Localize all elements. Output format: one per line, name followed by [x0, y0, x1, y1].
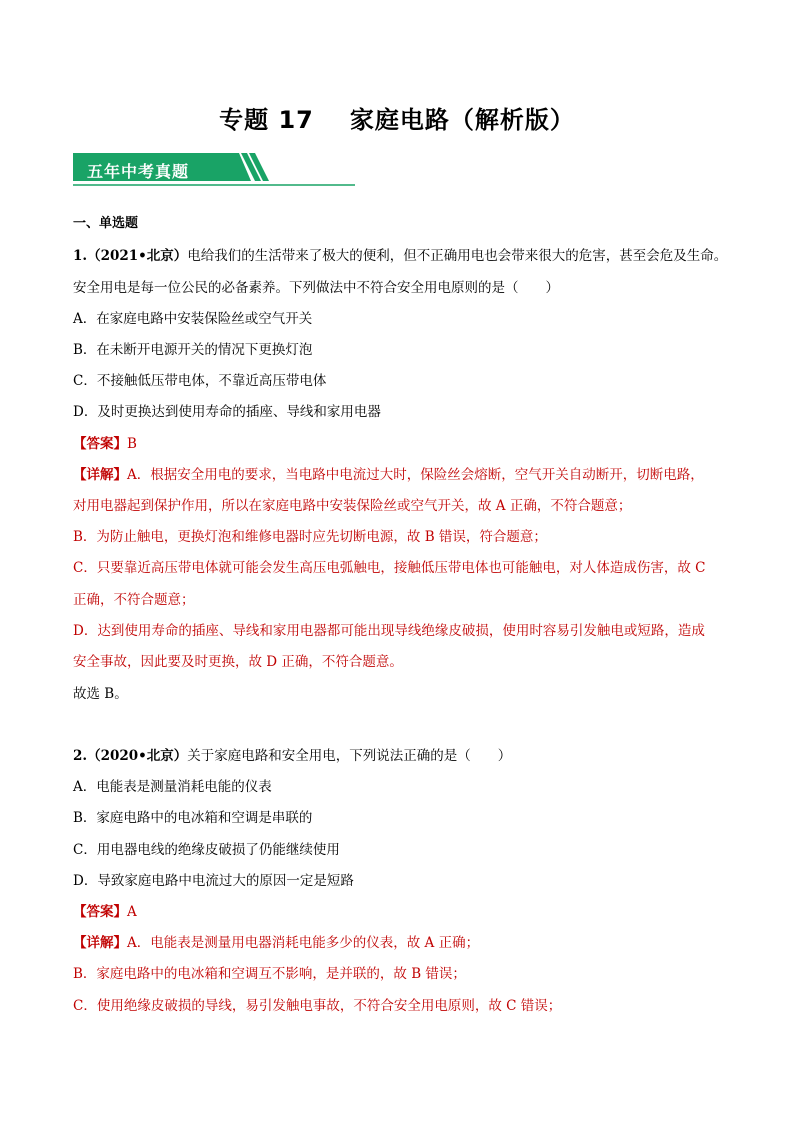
q1-explain-label: 【详解】	[73, 467, 127, 483]
q2-option-a: A．电能表是测量消耗电能的仪表	[73, 779, 272, 795]
page-title	[0, 100, 794, 135]
q2-explain-label: 【详解】	[73, 935, 127, 951]
q2-answer-label: 【答案】	[73, 904, 127, 920]
q1-explain-line3: B．为防止触电，更换灯泡和维修电器时应先切断电源，故 B 错误，符合题意；	[73, 529, 547, 545]
q2-option-d: D．导致家庭电路中电流过大的原因一定是短路	[73, 873, 354, 889]
q1-explain-line7: 安全事故，因此要及时更换，故 D 正确，不符合题意。	[73, 654, 403, 670]
q2-explain-line1: 【详解】A．电能表是测量用电器消耗电能多少的仪表，故 A 正确；	[73, 935, 480, 951]
q1-option-b: B．在未断开电源开关的情况下更换灯泡	[73, 342, 313, 358]
q1-explain-line5: 正确，不符合题意；	[73, 592, 195, 608]
q1-explain-line1: 【详解】A．根据安全用电的要求，当电路中电流过大时，保险丝会熔断，空气开关自动断开，切断电路，	[73, 467, 704, 483]
title-topic-name: 家庭电路（解析版）	[349, 106, 575, 134]
q1-stem-line1	[73, 246, 727, 266]
q1-explain-line4: C．只要靠近高压带电体就可能会发生高压电弧触电，接触低压带电体也可能触电，对人体造成伤害，故 C	[73, 560, 706, 576]
q2-option-c: C．用电器电线的绝缘皮破损了仍能继续使用	[73, 842, 340, 858]
q1-answer-value: B	[127, 436, 137, 452]
q1-conclusion: 故选 B。	[73, 686, 128, 702]
q1-stem-line2: 安全用电是每一位公民的必备素养。下列做法中不符合安全用电原则的是（ ）	[73, 280, 559, 296]
q1-source: （2021•北京）	[87, 248, 188, 264]
q2-source: （2020•北京）	[87, 748, 188, 764]
q2-explain-line3: C．使用绝缘皮破损的导线，易引发触电事故，不符合安全用电原则，故 C 错误；	[73, 998, 562, 1014]
q2-stem	[73, 746, 511, 766]
q2-answer	[73, 902, 137, 922]
section-banner	[73, 153, 355, 187]
q1-explain-line6: D．达到使用寿命的插座、导线和家用电器都可能出现导线绝缘皮破损，使用时容易引发触电或短路，造成	[73, 623, 705, 639]
q2-explain-line2: B．家庭电路中的电冰箱和空调互不影响，是并联的，故 B 错误；	[73, 966, 466, 982]
title-topic-number: 专题 17	[219, 106, 314, 134]
q1-explain-line2: 对用电器起到保护作用，所以在家庭电路中安装保险丝或空气开关，故 A 正确，不符合题意；	[73, 498, 632, 514]
section-heading: 一、单选题	[73, 216, 139, 231]
q1-stem-text1: 电给我们的生活带来了极大的便利，但不正确用电也会带来很大的危害，甚至会危及生命。	[187, 248, 728, 264]
q1-option-a: A．在家庭电路中安装保险丝或空气开关	[73, 311, 313, 327]
banner-label: 五年中考真题	[87, 162, 190, 181]
q2-answer-value: A	[127, 904, 137, 920]
q1-answer	[73, 434, 137, 454]
q1-option-c: C．不接触低压带电体，不靠近高压带电体	[73, 373, 327, 389]
q2-option-b: B．家庭电路中的电冰箱和空调是串联的	[73, 810, 313, 826]
q2-stem-text: 关于家庭电路和安全用电，下列说法正确的是（ ）	[187, 748, 512, 764]
q1-option-d: D．及时更换达到使用寿命的插座、导线和家用电器	[73, 404, 381, 420]
q1-answer-label: 【答案】	[73, 436, 127, 452]
q2-number: 2.	[73, 748, 88, 764]
q1-number: 1.	[73, 248, 88, 264]
